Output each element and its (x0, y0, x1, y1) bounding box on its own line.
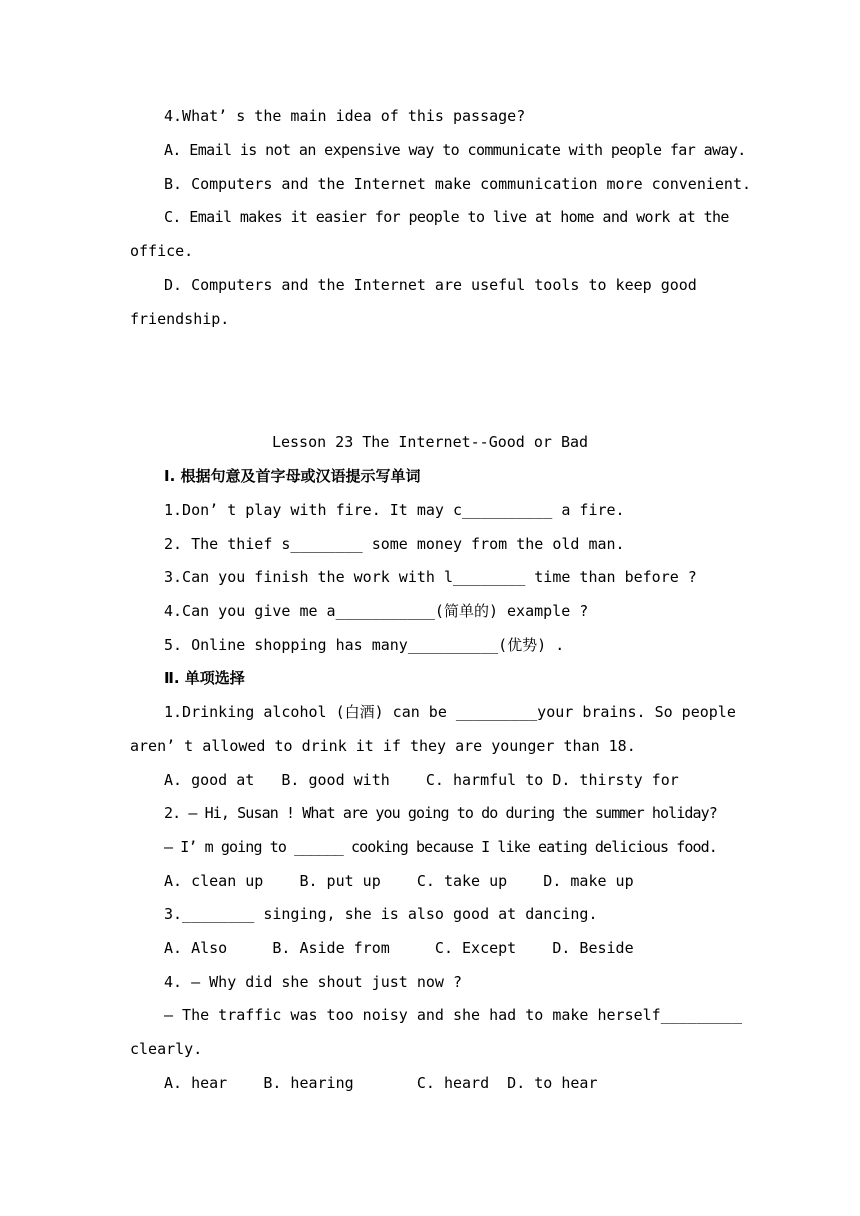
mc-q4-line2: — The traffic was too noisy and she had to make herself_________ (164, 1006, 742, 1024)
lesson-title: Lesson 23 The Internet--Good or Bad (271, 433, 589, 451)
mc-q1-line1: 1.Drinking alcohol (白酒) can be _________your brains. So people (164, 703, 736, 721)
q4-question: 4.What’ s the main idea of this passage? (164, 107, 526, 125)
mc-q4-options: A. hear B. hearing C. heard D. to hear (164, 1074, 598, 1092)
section1-item-2: 2. The thief s________ some money from the old man. (164, 535, 625, 553)
section1-item-4: 4.Can you give me a___________(简单的) example ? (164, 602, 589, 620)
q4-option-a: A. Email is not an expensive way to communicate with people far away. (164, 141, 746, 159)
mc-q3-options: A. Also B. Aside from C. Except D. Beside (164, 939, 634, 957)
q4-option-b: B. Computers and the Internet make communication more convenient. (164, 175, 751, 193)
q4-option-d-line2: friendship. (130, 310, 230, 328)
mc-q2-line1: 2. — Hi, Susan ! What are you going to do during the summer holiday? (164, 804, 717, 822)
section1-item-1: 1.Don’ t play with fire. It may c__________ a fire. (164, 501, 625, 519)
mc-q2-options: A. clean up B. put up C. take up D. make up (164, 872, 634, 890)
mc-q4-line1: 4. — Why did she shout just now ? (164, 973, 463, 991)
q4-option-c-line1: C. Email makes it easier for people to live at home and work at the (164, 208, 729, 226)
mc-q1-line2: aren’ t allowed to drink it if they are younger than 18. (130, 737, 636, 755)
section1-item-5: 5. Online shopping has many__________(优势) . (164, 636, 565, 654)
mc-q3-line1: 3.________ singing, she is also good at dancing. (164, 905, 598, 923)
q4-option-d-line1: D. Computers and the Internet are useful tools to keep good (164, 276, 697, 294)
mc-q2-line2: — I’ m going to ______ cooking because I like eating delicious food. (164, 838, 717, 856)
mc-q4-line3: clearly. (130, 1040, 203, 1058)
section1-heading: Ⅰ. 根据句意及首字母或汉语提示写单词 (164, 467, 421, 485)
section1-item-3: 3.Can you finish the work with l________ time than before ? (164, 568, 697, 586)
mc-q1-options: A. good at B. good with C. harmful to D. thirsty for (164, 771, 679, 789)
section2-heading: Ⅱ. 单项选择 (164, 669, 245, 687)
q4-option-c-line2: office. (130, 242, 194, 260)
